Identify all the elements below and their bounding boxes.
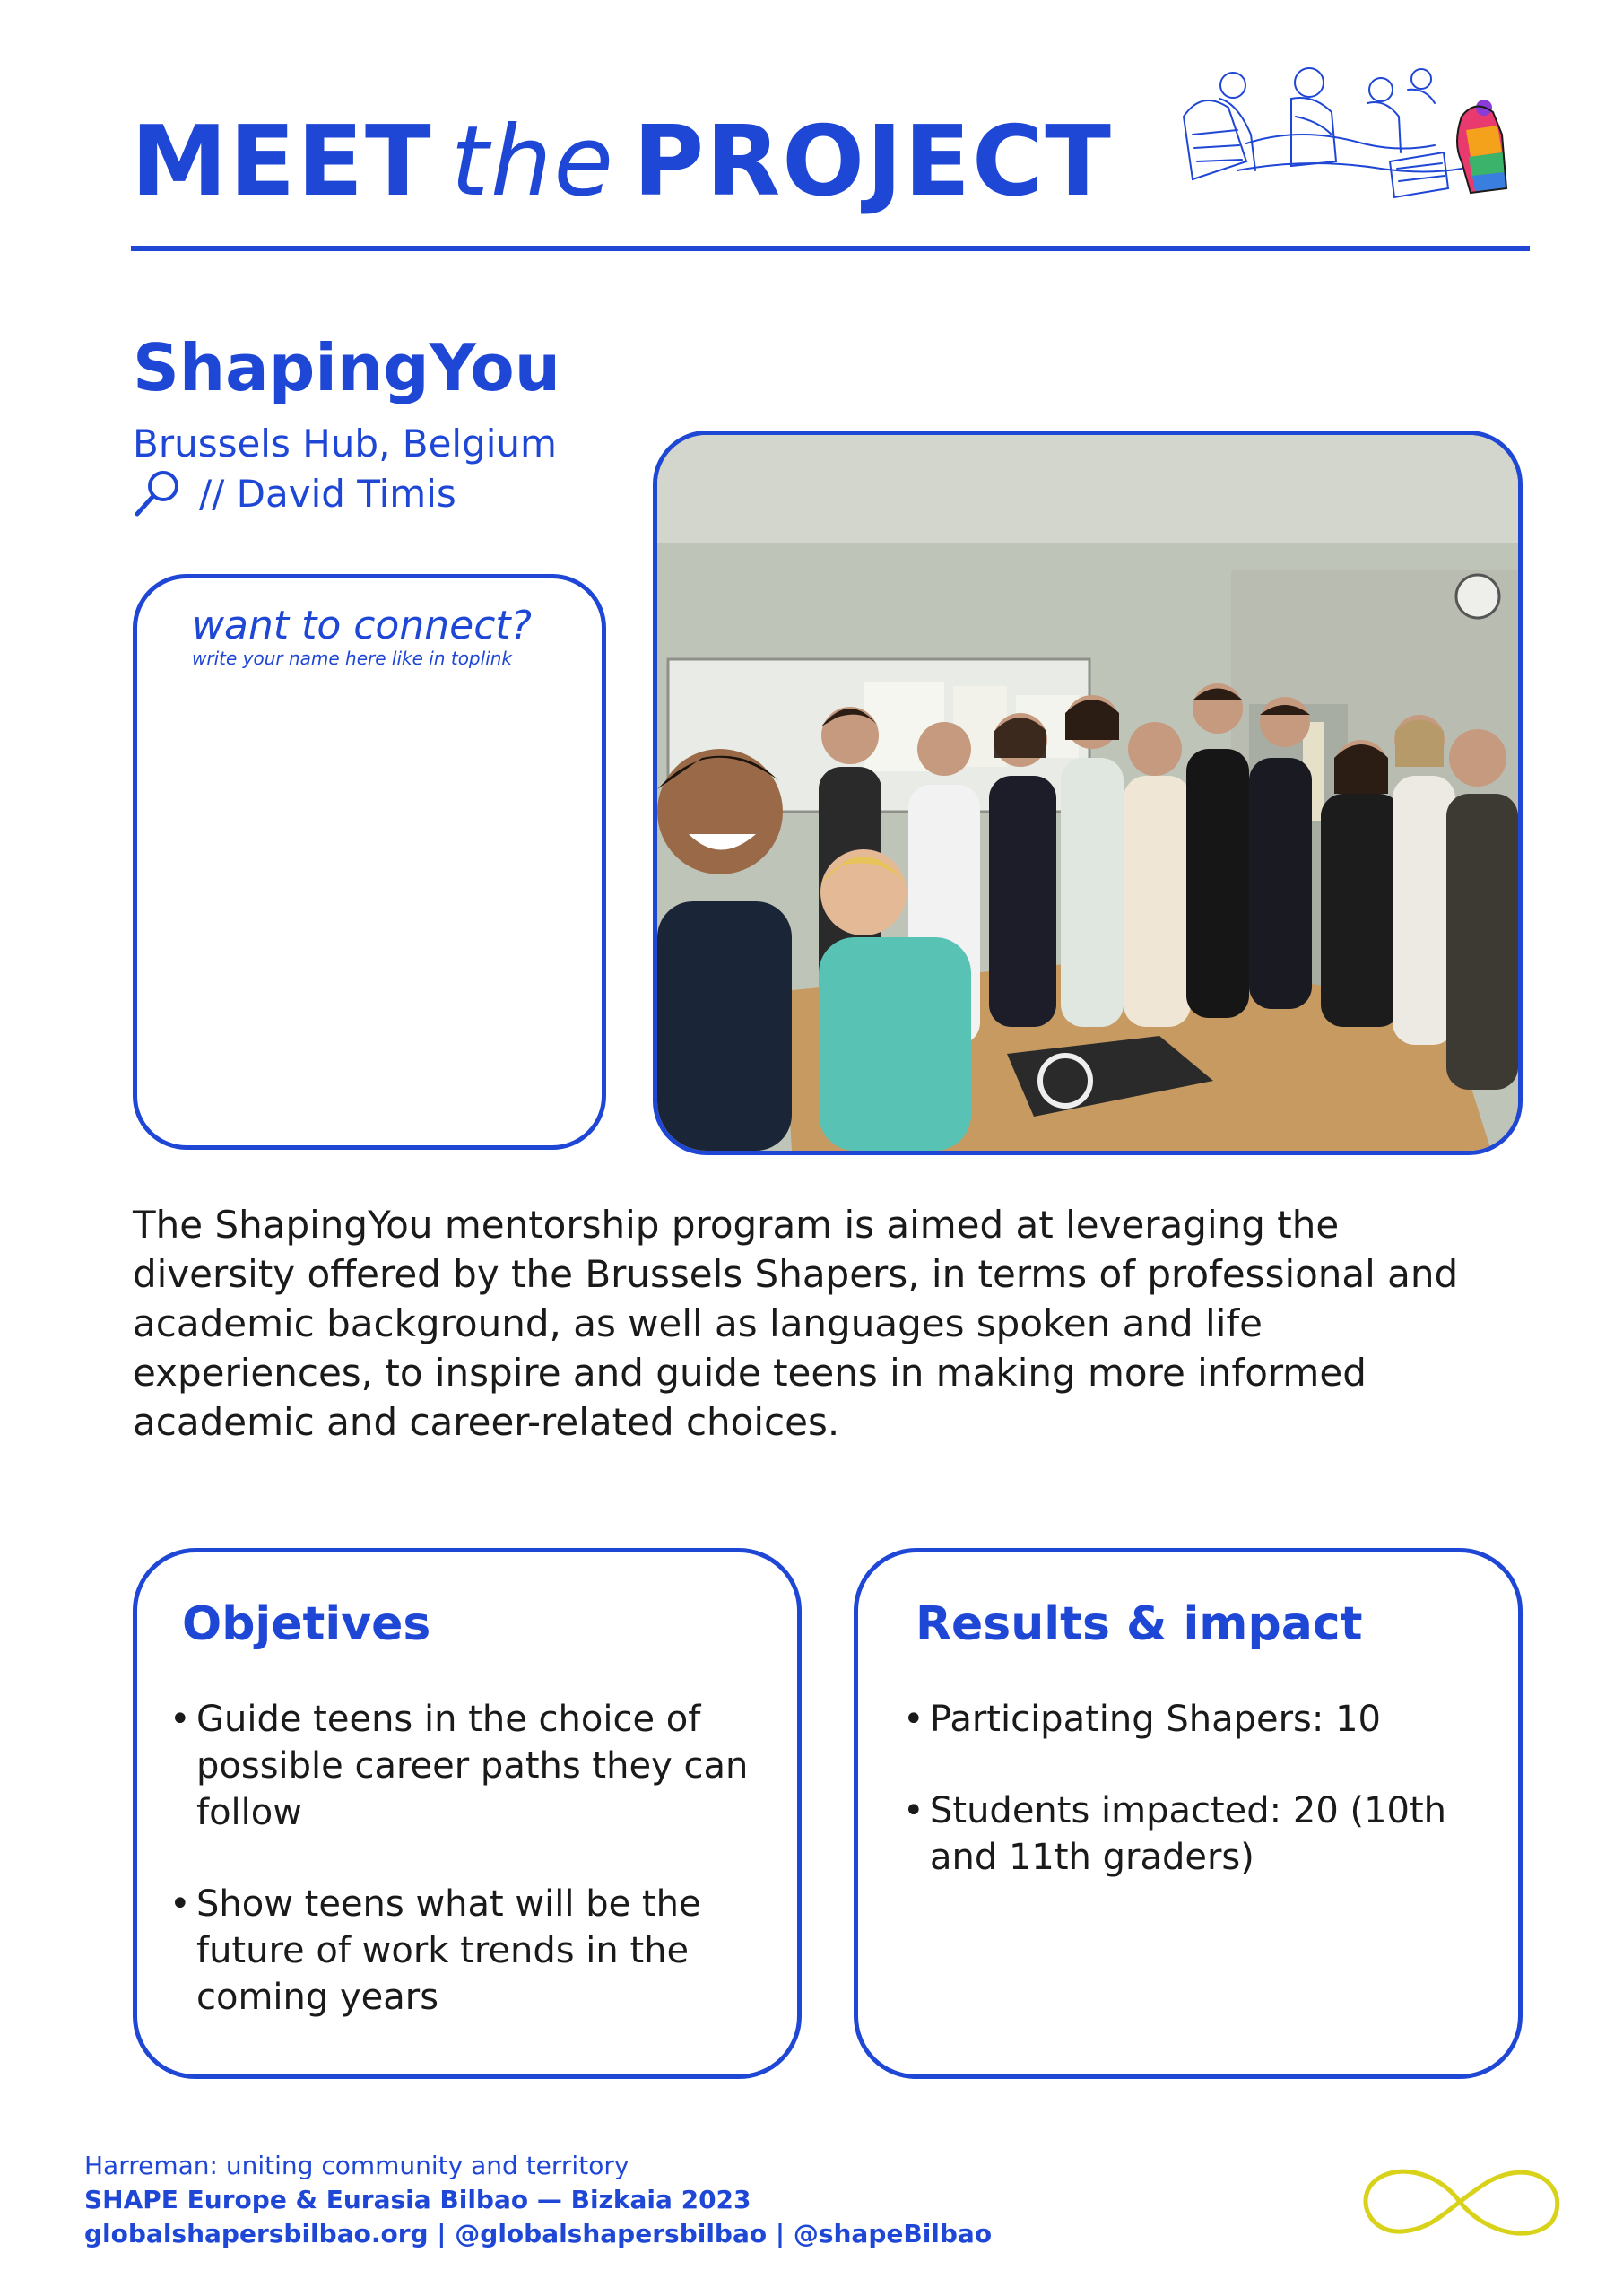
title-meet: MEET	[131, 106, 433, 218]
infinity-logo-icon	[1352, 2152, 1567, 2251]
project-location: Brussels Hub, Belgium	[133, 422, 557, 465]
author-name: // David Timis	[199, 471, 456, 516]
footer-event: SHAPE Europe & Eurasia Bilbao — Bizkaia 2023	[84, 2185, 751, 2214]
title-the: the	[450, 106, 615, 218]
magnifier-icon	[133, 468, 183, 518]
results-list	[903, 1696, 1482, 1926]
group-photo-image	[657, 435, 1518, 1151]
project-description: The ShapingYou mentorship program is aimed at leveraging the diversity offered by the Brussels Shapers, in terms of professional and academic background, as well as languages spoken and life experiences, to inspire and guide teens in making more informed academic and career-related choices.	[133, 1203, 1459, 1444]
page-title	[131, 106, 1113, 218]
objectives-title: Objetives	[182, 1597, 431, 1651]
results-panel	[854, 1548, 1523, 2079]
list-item: • Participating Shapers: 10	[903, 1696, 1482, 1743]
footer-links[interactable]: globalshapersbilbao.org | @globalshapersbilbao | @shapeBilbao	[84, 2219, 993, 2248]
list-item: • Guide teens in the choice of possible career paths they can follow	[169, 1696, 761, 1836]
footer-tagline: Harreman: uniting community and territory	[84, 2151, 629, 2180]
objectives-list	[169, 1696, 761, 2066]
title-project: PROJECT	[632, 106, 1113, 218]
project-name: ShapingYou	[133, 330, 560, 405]
project-author	[133, 468, 456, 518]
connect-hint: write your name here like in toplink	[192, 648, 513, 669]
list-item: • Show teens what will be the future of work trends in the coming years	[169, 1881, 761, 2021]
list-item: • Students impacted: 20 (10th and 11th graders)	[903, 1787, 1482, 1881]
meeting-illustration-icon	[1166, 63, 1524, 215]
title-divider	[131, 246, 1530, 251]
objectives-panel	[133, 1548, 802, 2079]
results-title: Results & impact	[916, 1597, 1363, 1651]
group-photo	[653, 430, 1523, 1155]
connect-title: want to connect?	[192, 603, 532, 648]
